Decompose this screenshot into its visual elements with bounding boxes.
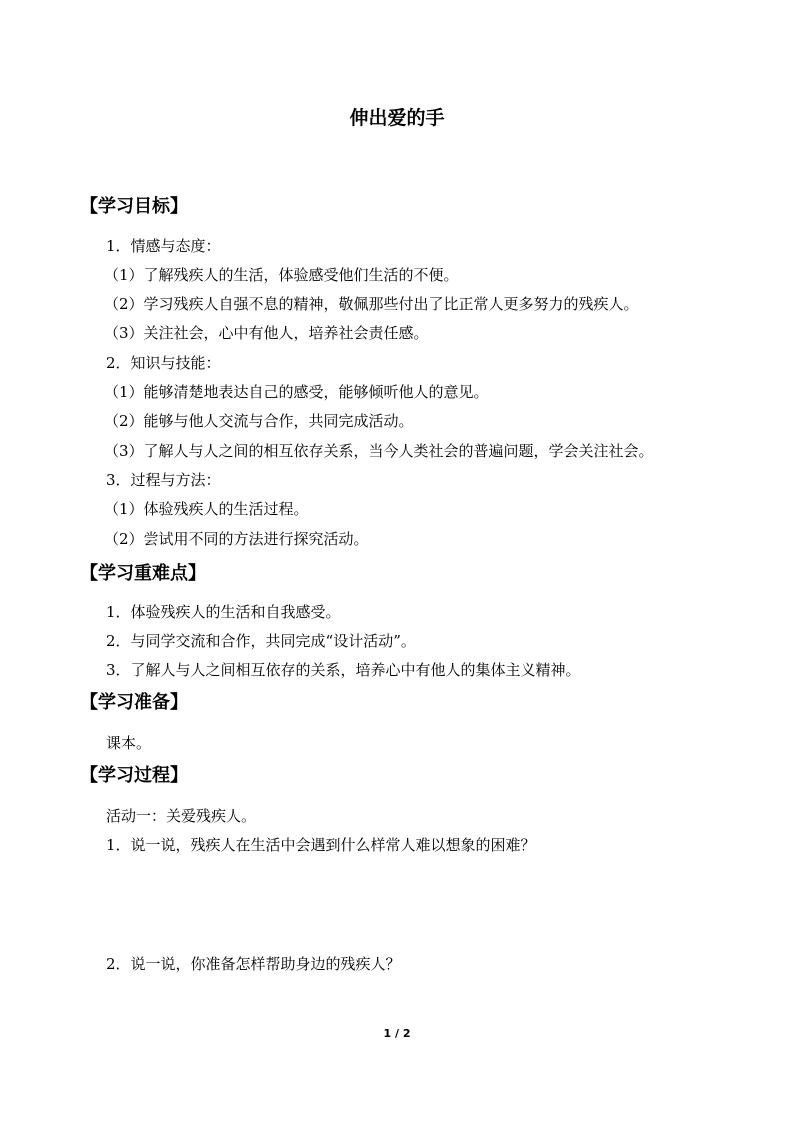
goal-line: （1）体验残疾人的生活过程。 — [104, 500, 309, 518]
goal-line: 2．知识与技能： — [106, 354, 221, 372]
goal-line: （2）学习残疾人自强不息的精神，敬佩那些付出了比正常人更多努力的残疾人。 — [104, 295, 639, 313]
process-line: 1．说一说，残疾人在生活中会遇到什么样常人难以想象的困难？ — [106, 836, 536, 854]
section-heading-preparation: 【学习准备】 — [80, 692, 188, 713]
goal-line: （1）了解残疾人的生活，体验感受他们生活的不便。 — [104, 266, 459, 284]
goal-line: （1）能够清楚地表达自己的感受，能够倾听他人的意见。 — [104, 383, 489, 401]
page-number: 1 / 2 — [383, 1027, 411, 1040]
process-line: 2．说一说，你准备怎样帮助身边的残疾人？ — [106, 955, 401, 973]
goal-line: 3．过程与方法： — [106, 471, 221, 489]
preparation-line: 课本。 — [106, 734, 152, 752]
section-heading-key-points: 【学习重难点】 — [80, 563, 206, 584]
process-line: 活动一：关爱残疾人。 — [106, 807, 257, 825]
section-heading-goals: 【学习目标】 — [80, 196, 188, 217]
section-heading-process: 【学习过程】 — [80, 765, 188, 786]
goal-line: （2）尝试用不同的方法进行探究活动。 — [104, 530, 369, 548]
key-point-line: 2．与同学交流和合作，共同完成“设计活动”。 — [106, 632, 416, 650]
goal-line: 1．情感与态度： — [106, 237, 221, 255]
goal-line: （2）能够与他人交流与合作，共同完成活动。 — [104, 412, 414, 430]
key-point-line: 1．体验残疾人的生活和自我感受。 — [106, 603, 341, 621]
goal-line: （3）关注社会，心中有他人，培养社会责任感。 — [104, 324, 429, 342]
document-title: 伸出爱的手 — [349, 107, 445, 129]
key-point-line: 3．了解人与人之间相互依存的关系，培养心中有他人的集体主义精神。 — [106, 661, 581, 679]
goal-line: （3）了解人与人之间的相互依存关系，当今人类社会的普遍问题，学会关注社会。 — [104, 442, 654, 460]
